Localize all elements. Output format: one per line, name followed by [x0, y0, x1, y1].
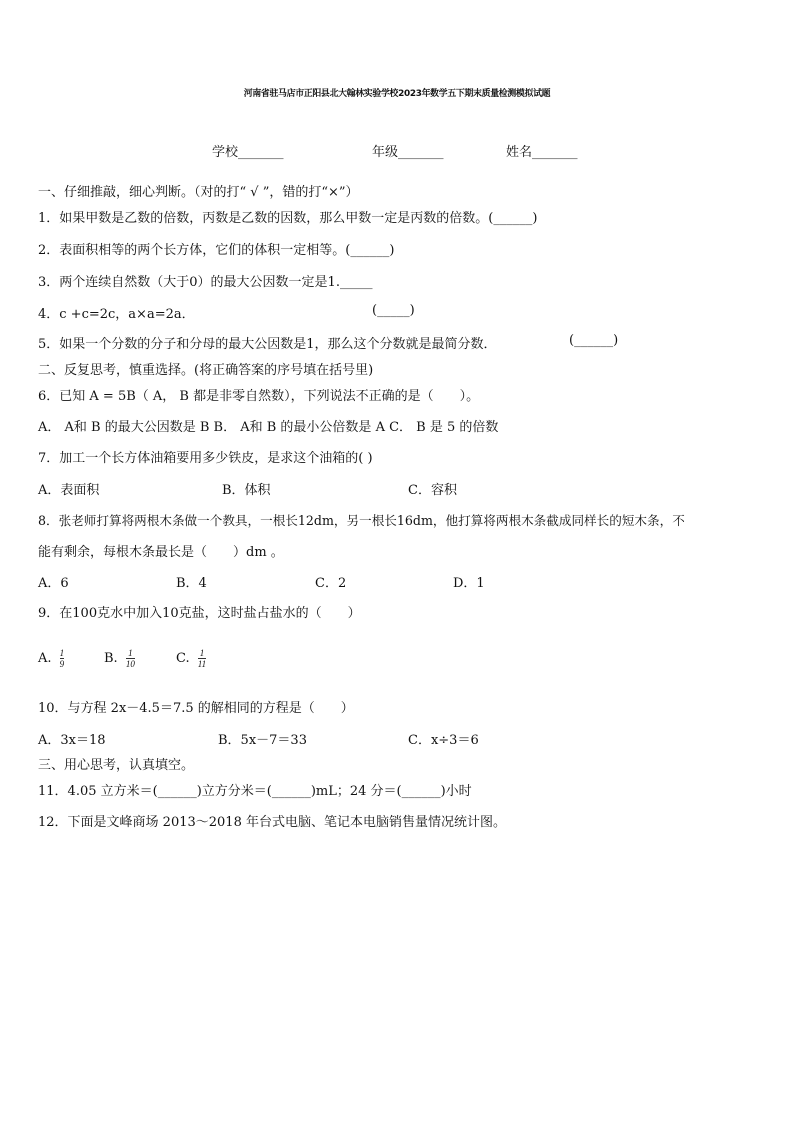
name-field: 姓名_______ — [506, 145, 578, 160]
question-10-option-a: A．3x＝18 — [38, 733, 106, 748]
question-7-option-a: A．表面积 — [38, 483, 100, 498]
question-11: 11．4.05 立方米＝(______)立方分米＝(______)mL；24 分＝(______)小时 — [38, 784, 472, 799]
grade-field: 年级_______ — [372, 145, 444, 160]
question-10-option-c: C．x÷3＝6 — [408, 733, 479, 748]
question-4: 4．c +c=2c，a×a=2a． — [38, 307, 195, 322]
question-9: 9．在100克水中加入10克盐，这时盐占盐水的（ ） — [38, 606, 361, 621]
question-6: 6．已知 A = 5B（ A， B 都是非零自然数），下列说法不正确的是（ ）。 — [38, 389, 480, 404]
section3-heading: 三、用心思考，认真填空。 — [38, 758, 195, 773]
question-7-option-c: C．容积 — [408, 483, 457, 498]
question-10: 10．与方程 2x－4.5＝7.5 的解相同的方程是（ ） — [38, 701, 354, 716]
question-5-blank: (______) — [569, 333, 619, 348]
question-6-options: A． A和 B 的最大公因数是 B B． A和 B 的最小公倍数是 A C． B 是 5 的倍数 — [38, 420, 499, 435]
fraction-one-eleventh: $\frac{1}{11}$ — [197, 648, 207, 669]
school-field: 学校_______ — [212, 145, 284, 160]
question-1: 1．如果甲数是乙数的倍数，丙数是乙数的因数，那么甲数一定是丙数的倍数。(______) — [38, 211, 538, 226]
fraction-one-ninth: $\frac{1}{9}$ — [59, 648, 65, 669]
question-8-option-a: A．6 — [38, 576, 69, 591]
question-7-option-b: B．体积 — [222, 483, 271, 498]
question-8-option-d: D．1 — [453, 576, 485, 591]
question-4-blank: (_____) — [372, 303, 415, 318]
question-9-option-a: A. $\frac{1}{9}$ — [38, 648, 65, 669]
question-2: 2．表面积相等的两个长方体，它们的体积一定相等。(______) — [38, 243, 395, 258]
question-8-option-c: C．2 — [315, 576, 347, 591]
question-5: 5．如果一个分数的分子和分母的最大公因数是1，那么这个分数就是最简分数． — [38, 337, 497, 352]
section1-heading: 一、仔细推敲，细心判断。（对的打“ √ ”，错的打“×”） — [38, 185, 359, 200]
page-title: 河南省驻马店市正阳县北大翰林实验学校2023年数学五下期末质量检测模拟试题 — [243, 89, 551, 99]
question-8-option-b: B．4 — [176, 576, 207, 591]
question-9-option-b: B. $\frac{1}{10}$ — [104, 648, 135, 669]
fraction-one-tenth: $\frac{1}{10}$ — [125, 648, 135, 669]
question-9-option-c: C. $\frac{1}{11}$ — [176, 648, 207, 669]
question-10-option-b: B．5x－7＝33 — [218, 733, 307, 748]
question-7: 7．加工一个长方体油箱要用多少铁皮，是求这个油箱的( ) — [38, 451, 373, 466]
question-12: 12．下面是文峰商场 2013～2018 年台式电脑、笔记本电脑销售量情况统计图。 — [38, 815, 506, 830]
question-8-line2: 能有剩余，每根木条最长是（ ）dm 。 — [38, 545, 284, 560]
section2-heading: 二、反复思考，慎重选择。(将正确答案的序号填在括号里) — [38, 363, 374, 378]
question-8-line1: 8．张老师打算将两根木条做一个教具，一根长12dm，另一根长16dm，他打算将两根木条截成同样长的短木条，不 — [38, 513, 685, 528]
question-3: 3．两个连续自然数（大于0）的最大公因数一定是1._____ — [38, 275, 373, 290]
